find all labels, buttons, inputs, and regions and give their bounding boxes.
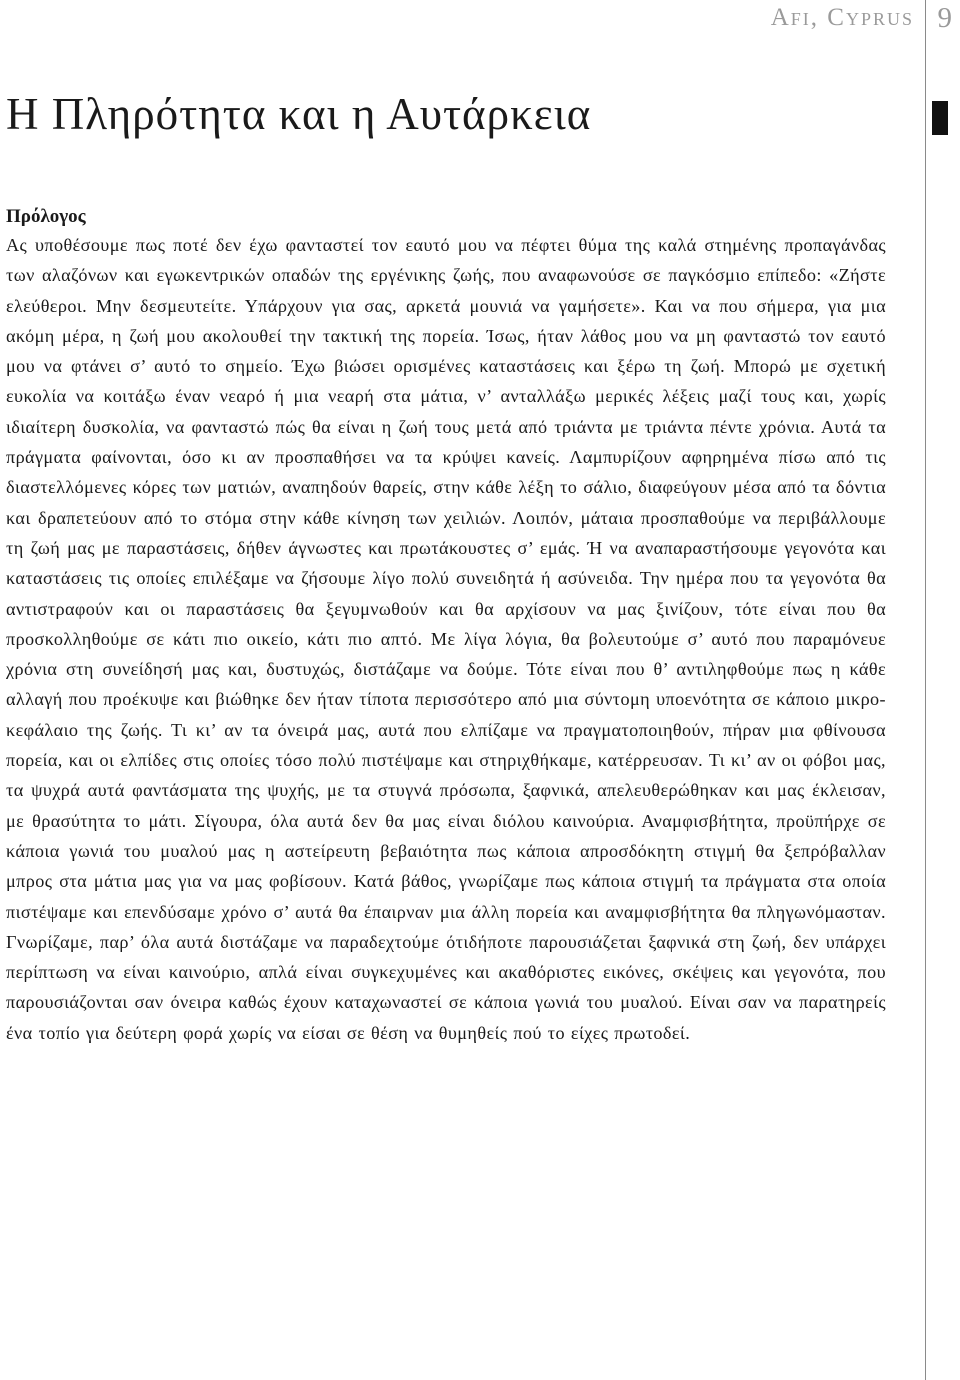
running-title: Afi, Cyprus [770,4,914,31]
page-number: 9 [937,2,952,34]
running-head [0,0,960,42]
body-paragraph: Ας υποθέσουμε πως ποτέ δεν έχω φανταστεί τον εαυτό μου να πέφτει θύμα της καλά στημένης προπαγάνδας των αλαζόνων και εγωκεντρικών οπαδών της εργένικης ζωής, που αναφωνούσε σε παγκόσμιο επίπεδο: «Ζήστε ελεύθεροι. Μην δεσμευτείτε. Υπάρχουν για σας, αρκετά μουνιά να γαμήσετε». Και να που σήμερα, για μια ακόμη μέρα, η ζωή μου ακολουθεί την τακτική της πορεία. Ίσως, ήταν λάθος μου να μη φανταστώ τον εαυτό μου να φτάνει σ’ αυτό το σημείο. Έχω βιώσει ορισμένες καταστάσεις και ξέρω τη ζωή. Μπορώ με σχετική ευκολία να κοιτάξω έναν νεαρό ή μια νεαρή στα μάτια, ν’ ανταλλάξω μερικές λέξεις μαζί τους και, χωρίς ιδιαίτερη δυσκολία, να φανταστώ πώς θα είναι η ζωή τους μετά από τριάντα με τριάντα πέντε χρόνια. Αυτά τα πράγματα φαίνονται, όσο κι αν προσπαθήσει να τα κρύψει κανείς. Λαμπυρίζουν αφηρημένα πίσω από τις διαστελλόμενες κόρες των ματιών, αναπηδούν θαρείς, στην κάθε λέξη το σάλιο, διαφεύγουν μέσα από τα δόντια και δραπετεύουν από το στόμα στην κάθε κίνηση των χειλιών. Λοιπόν, μάταια προσπαθούμε να περιβάλλουμε τη ζωή μας με παραστάσεις, δήθεν άγνωστες και πρωτάκουστες σ’ εμάς. Ή να αναπαραστήσουμε γεγονότα και καταστάσεις τις οποίες επιλέξαμε να ζήσουμε λίγο πολύ συνειδητά ή ασύνειδα. Την ημέρα που τα γεγονότα θα αντιστραφούν και οι παραστάσεις θα ξεγυμνωθούν και θα αρχίσουν να μας ξινίζουν, τότε είναι που θα προσκολληθούμε σε κάτι πιο οικείο, κάτι πιο απτό. Με λίγα λόγια, θα βολευτούμε σ’ αυτό που παραμόνευε χρόνια στη συνείδησή μας και, δυστυχώς, διστάζαμε να δούμε. Τότε είναι που θ’ αντιληφθούμε πως η κάθε αλλαγή που προέκυψε και βιώθηκε δεν ήταν τίποτα περισσότερο από μια σύντομη υποενότητα σε κάποιο μικρο-κεφάλαιο της ζωής. Τι κι’ αν τα όνειρά μας, αυτά που ελπίζαμε να πραγματοποιηθούν, πήραν μια φθίνουσα πορεία, και οι ελπίδες στις οποίες τόσο πολύ πιστέψαμε και στηριχθήκαμε, κατέρρευσαν. Τι κι’ αν οι φόβοι μας, τα ψυχρά αυτά φαντάσματα της ψυχής, με τα στυγνά πρόσωπα, ξαφνικά, απελευθερώθηκαν και μας έκλεισαν, με θρασύτητα το μάτι. Σίγουρα, όλα αυτά δεν θα μας είναι διόλου καινούρια. Αναμφισβήτητα, προϋπήρχε σε κάποια γωνιά του μυαλού μας η αστείρευτη βεβαιότητα πως κάποια απροσδόκητη στιγμή θα ξεπρόβαλλαν μπρος στα μάτια μας για να μας φοβίσουν. Κατά βάθος, γνωρίζαμε πως κάποια στιγμή τα πράγματα στα οποία πιστέψαμε και επενδύσαμε χρόνο σ’ αυτά θα έπαιρναν μια άλλη πορεία και αναμφισβήτητα θα πληγωνόμασταν. Γνωρίζαμε, παρ’ όλα αυτά διστάζαμε να παραδεχτούμε ότιδήποτε παρουσιάζεται ξαφνικά στη ζωή, δεν υπάρχει περίπτωση να είναι καινούριο, απλά είναι συγκεχυμένες και ακαθόριστες εικόνες, σκέψεις και γεγονότα, που παρουσιάζονται σαν όνειρα καθώς έχουν καταχωναστεί σε κάποια γωνιά του μυαλού. Είναι σαν να παρατηρείς ένα τοπίο για δεύτερη φορά χωρίς να είσαι σε θέση να θυμηθείς πού το είχες πρωτοδεί. [6,235,886,1043]
chapter-title: Η Πληρότητα και η Αυτάρκεια [6,89,592,139]
chapter-content [6,203,886,1048]
section-heading: Πρόλογος [6,206,86,227]
chapter-marker [932,101,948,135]
margin-rule [925,0,926,1380]
